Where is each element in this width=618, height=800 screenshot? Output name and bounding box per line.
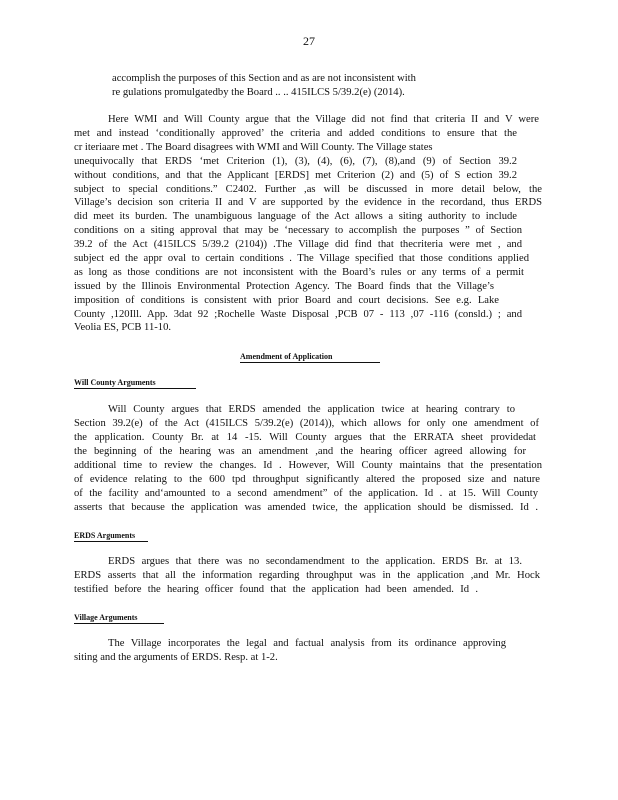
section-heading-underline [240, 362, 380, 363]
paragraph-line: siting and the arguments of ERDS. Resp. at 1-2. [74, 652, 278, 663]
section-heading-text: Amendment of Application [240, 352, 333, 361]
paragraph-line: conditions on a siting approval that may be ‘necessary to accomplish the purposes ” of Section [74, 225, 522, 236]
paragraph-line: of evidence relating to the 600 tpd throughput significantly altered the proposed size and nature [74, 474, 540, 485]
will-county-arguments-heading [74, 378, 156, 387]
paragraph-line: subject to special conditions.” C2402. Further ,as will be discussed in more detail below, the [74, 184, 542, 195]
paragraph-line: Here WMI and Will County argue that the Village did not find that criteria II and V were [108, 114, 539, 125]
paragraph-line: met and instead ‘conditionally approved’ the criteria and added conditions to ensure that the [74, 128, 517, 139]
paragraph-line: County ,120Ill. App. 3dat 92 ;Rochelle Waste Disposal ,PCB 07 - 113 ,07 -116 (consld.) ; and [74, 309, 522, 320]
erds-arguments-heading [74, 531, 135, 540]
paragraph-line: of the facility and‘amounted to a second amendment” of the application. Id . at 15. Will County [74, 488, 538, 499]
paragraph-line: cr iteriaare met . The Board disagrees with WMI and Will County. The Village states [74, 142, 433, 153]
paragraph-line: did meet its burden. The unambiguous language of the Act allows a siting authority to include [74, 211, 517, 222]
paragraph-line: 39.2 of the Act (415ILCS 5/39.2 (2104)) .The Village did find that thecriteria were met , and [74, 239, 522, 250]
paragraph-line: imposition of conditions is consistent with prior Board and court decisions. See e.g. Lake [74, 295, 499, 306]
paragraph-line: ERDS argues that there was no secondamendment to the application. ERDS Br. at 13. [108, 556, 522, 567]
paragraph-line: unequivocally that ERDS ‘met Criterion (1), (3), (4), (6), (7), (8),and (9) of Section 39.2 [74, 156, 517, 167]
will-county-arguments-text: Will County Arguments [74, 378, 156, 387]
page-number: 27 [303, 34, 315, 48]
village-arguments-heading [74, 613, 137, 622]
will-county-arguments-underline [74, 388, 196, 389]
paragraph-line: without conditions, and that the Applicant [ERDS] met Criterion (2) and (5) of S ection 39.2 [74, 170, 517, 181]
paragraph-line: testified before the hearing officer found that the application had been amended. Id . [74, 584, 478, 595]
paragraph-line: asserts that because the application was amended twice, the application should be dismissed. Id . [74, 502, 538, 513]
section-heading-amendment [240, 352, 332, 361]
paragraph-line: ERDS asserts that all the information regarding throughput was in the application ,and Mr. Hock [74, 570, 540, 581]
quote-line: re gulations promulgatedby the Board .. .. 415ILCS 5/39.2(e) (2014). [112, 87, 405, 98]
erds-arguments-underline [74, 541, 148, 542]
paragraph-line: the application. County Br. at 14 -15. Will County argues that the ERRATA sheet providedat [74, 432, 536, 443]
paragraph-line: Veolia ES, PCB 11-10. [74, 322, 172, 333]
paragraph-line: issued by the Illinois Environmental Protection Agency. The Board finds that the Village’s [74, 281, 494, 292]
paragraph-line: as long as those conditions are not inconsistent with the Board’s rules or any terms of a permit [74, 267, 524, 278]
village-arguments-text: Village Arguments [74, 613, 138, 622]
paragraph-line: Section 39.2(e) of the Act (415ILCS 5/39.2(e) (2014)), which allows for only one amendment of [74, 418, 539, 429]
paragraph-line: Village’s decision son criteria II and V are supported by the evidence in the recordand, thus ERDS [74, 197, 542, 208]
erds-arguments-text: ERDS Arguments [74, 531, 136, 540]
paragraph-line: subject ed the appr oval to certain conditions . The Village specified that those conditions applied [74, 253, 529, 264]
paragraph-line: the beginning of the hearing was an amendment ,and the hearing officer agreed allowing for [74, 446, 526, 457]
village-arguments-underline [74, 623, 164, 624]
paragraph-line: additional time to review the changes. Id . However, Will County maintains that the presentation [74, 460, 542, 471]
paragraph-line: The Village incorporates the legal and factual analysis from its ordinance approving [108, 638, 506, 649]
paragraph-line: Will County argues that ERDS amended the application twice at hearing contrary to [108, 404, 515, 415]
quote-line: accomplish the purposes of this Section and as are not inconsistent with [112, 73, 416, 84]
